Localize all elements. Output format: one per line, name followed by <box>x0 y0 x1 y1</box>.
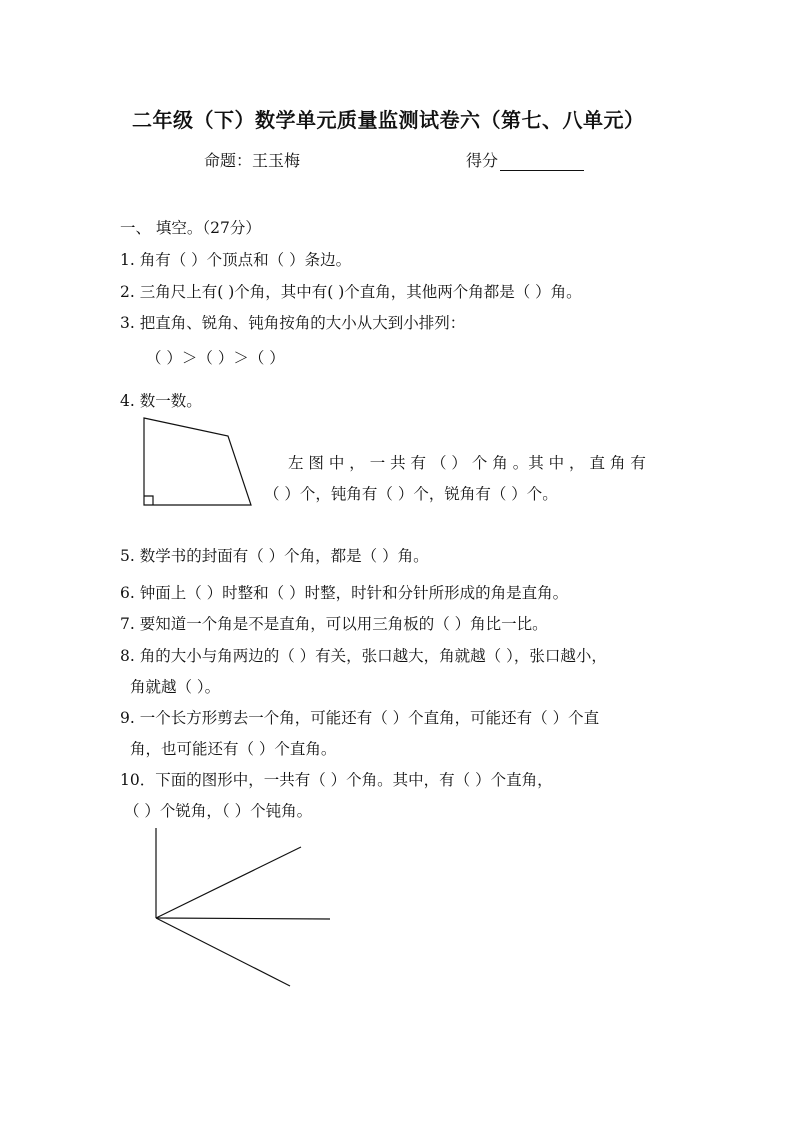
question-9-line1: 9. 一个长方形剪去一个角，可能还有（ ）个直角，可能还有（ ）个直 <box>120 709 600 727</box>
question-8-line1: 8. 角的大小与角两边的（ ）有关，张口越大，角就越（ ），张口越小， <box>120 647 607 665</box>
question-4-text-line1: 左 图 中 ， 一 共 有 （ ） 个 角 。其 中 ， 直 角 有 <box>288 454 646 472</box>
page-title: 二年级（下）数学单元质量监测试卷六（第七、八单元） <box>132 108 645 132</box>
question-4-text-line2: （ ）个，钝角有（ ）个，锐角有（ ）个。 <box>264 485 558 503</box>
lower-slanted-ray <box>156 918 290 986</box>
question-4: 4. 数一数。 <box>120 392 202 410</box>
question-10-line1: 10．下面的图形中，一共有（ ）个角。其中，有（ ）个直角， <box>120 771 553 789</box>
question-7: 7. 要知道一个角是不是直角，可以用三角板的（ ）角比一比。 <box>120 615 548 633</box>
quadrilateral-shape <box>144 418 251 505</box>
question-3-answer: （ ）＞（ ）＞（ ） <box>146 349 285 367</box>
question-10-line2: （ ）个锐角，（ ）个钝角。 <box>124 802 313 820</box>
question-3: 3. 把直角、锐角、钝角按角的大小从大到小排列： <box>120 314 466 332</box>
score-field <box>466 148 584 171</box>
quadrilateral-figure <box>138 414 258 510</box>
author-label: 命题：王玉梅 <box>204 151 301 170</box>
score-label: 得分 <box>466 151 499 170</box>
section-heading: 一、 填空。（27分） <box>120 219 261 237</box>
question-6: 6. 钟面上（ ）时整和（ ）时整，时针和分针所形成的角是直角。 <box>120 584 569 602</box>
angles-figure <box>148 824 338 994</box>
question-1: 1. 角有（ ）个顶点和（ ）条边。 <box>120 251 352 269</box>
question-9-line2: 角，也可能还有（ ）个直角。 <box>130 740 337 758</box>
upper-slanted-ray <box>156 847 301 918</box>
score-blank <box>500 156 584 171</box>
question-8-line2: 角就越（ ）。 <box>130 678 221 696</box>
horizontal-ray <box>156 918 330 919</box>
question-5: 5. 数学书的封面有（ ）个角，都是（ ）角。 <box>120 547 429 565</box>
question-2: 2. 三角尺上有( )个角，其中有( )个直角，其他两个角都是（ ）角。 <box>120 283 582 301</box>
right-angle-mark <box>144 496 153 505</box>
